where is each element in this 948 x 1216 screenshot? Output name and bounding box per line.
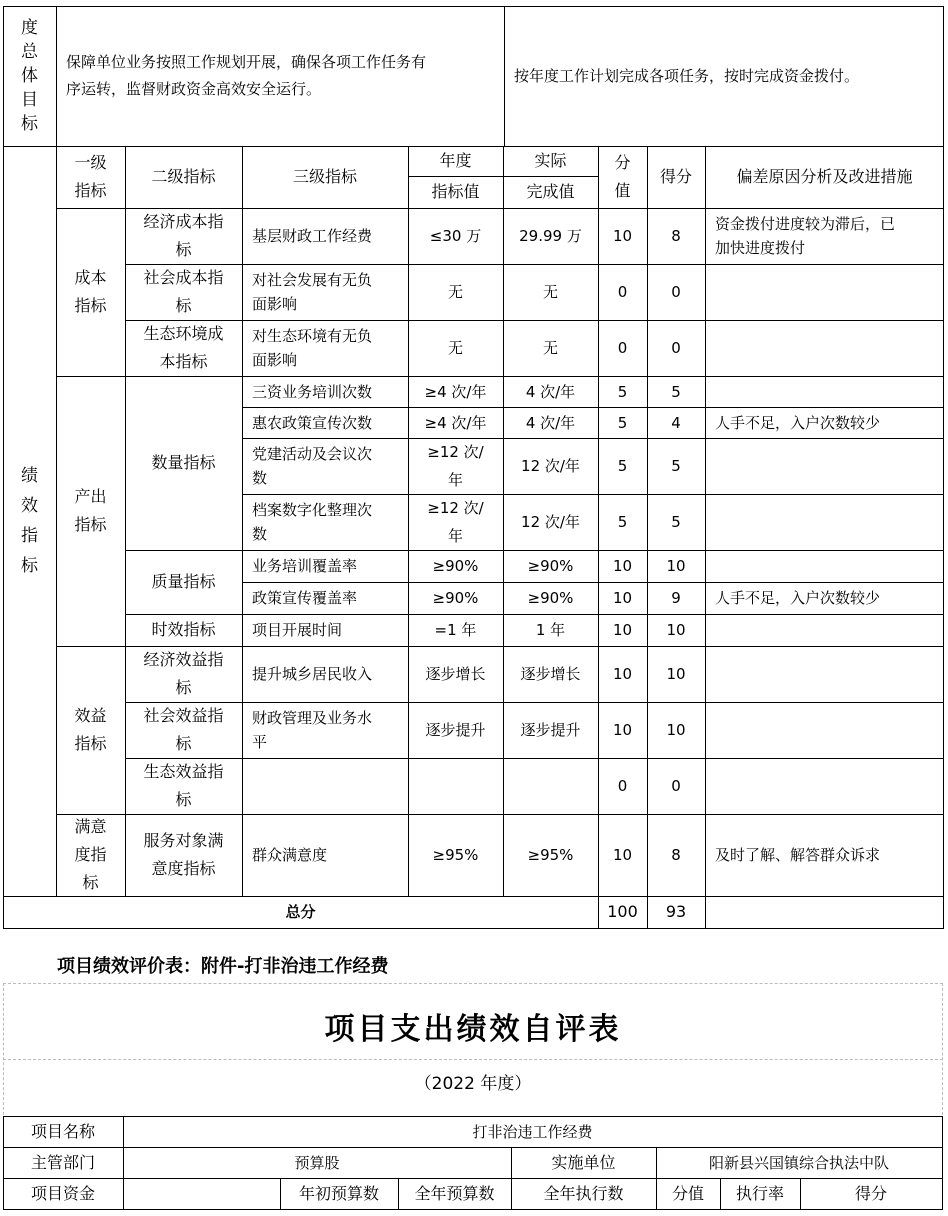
row-reason: 人手不足，入户次数较少 — [715, 413, 881, 432]
row-score: 5 — [617, 382, 628, 401]
row-reason — [705, 702, 944, 758]
row-actual: 4 次/年 — [525, 413, 576, 432]
row-reason: 人手不足，入户次数较少 — [715, 589, 881, 607]
row-reason — [705, 376, 944, 407]
row-target: ≥12 次/ 年 — [427, 443, 484, 489]
row-l3: 项目开展时间 — [252, 621, 343, 639]
col-reason: 偏差原因分析及改进措施 — [736, 167, 913, 186]
row-reason: 及时了解、解答群众诉求 — [715, 846, 881, 864]
annual-budget: 全年预算数 — [414, 1183, 495, 1203]
row-score: 10 — [612, 589, 633, 607]
row-l3: 基层财政工作经费 — [252, 227, 373, 245]
row-got: 8 — [671, 227, 681, 245]
initial-budget: 年初预算数 — [298, 1183, 379, 1203]
row-target: =1 年 — [434, 621, 477, 639]
row-got: 0 — [671, 777, 681, 795]
got-col: 得分 — [854, 1183, 887, 1203]
row-got: 4 — [671, 413, 681, 432]
row-got: 10 — [666, 557, 686, 575]
row-got: 10 — [666, 621, 686, 639]
goal-text-right: 按年度工作计划完成各项任务，按时完成资金拨付。 — [514, 67, 860, 85]
row-actual: 1 年 — [535, 621, 566, 639]
row-got: 9 — [671, 589, 681, 607]
impl-value: 阳新县兴国镇综合执法中队 — [708, 1153, 889, 1172]
row-actual: ≥90% — [527, 589, 574, 607]
row-l3: 惠农政策宣传次数 — [252, 413, 373, 432]
row-target: ≥95% — [432, 846, 479, 864]
project-name: 打非治违工作经费 — [472, 1122, 593, 1141]
row-score: 10 — [612, 721, 633, 739]
row-target: ≥4 次/年 — [424, 382, 487, 401]
goal-header: 度 总 体 目 标 — [21, 18, 38, 134]
row-reason — [705, 758, 944, 814]
row-target: 无 — [447, 339, 463, 357]
row-target: ≥4 次/年 — [424, 413, 487, 432]
row-score: 10 — [612, 846, 633, 864]
fund-label: 项目资金 — [30, 1183, 95, 1203]
row-target — [408, 758, 503, 814]
impl-label: 实施单位 — [551, 1152, 616, 1172]
row-l3: 对生态环境有无负 面影响 — [252, 327, 373, 369]
score-col: 分值 — [671, 1183, 704, 1203]
row-target: ≥90% — [432, 557, 479, 575]
perf-side-label: 绩 效 指 标 — [21, 466, 38, 576]
row-got: 8 — [671, 846, 681, 864]
goal-text-left: 保障单位业务按照工作规划开展，确保各项工作任务有 序运转，监督财政资金高效安全运行。 — [66, 53, 427, 98]
row-got: 5 — [671, 382, 681, 401]
row-target: ≥90% — [432, 589, 479, 607]
level2-quantity: 数量指标 — [151, 453, 216, 472]
row-score: 10 — [612, 665, 633, 683]
row-actual: ≥90% — [527, 557, 574, 575]
row-actual — [503, 758, 598, 814]
level1-cost: 成本 指标 — [74, 268, 107, 315]
row-l3: 党建活动及会议次 数 — [252, 445, 373, 487]
col-level3: 三级指标 — [292, 167, 357, 186]
row-actual: 12 次/年 — [521, 513, 580, 531]
level1-output: 产出 指标 — [74, 487, 107, 534]
row-got: 10 — [666, 665, 686, 683]
col-level1: 一级 指标 — [74, 153, 107, 200]
row-reason: 资金拨付进度较为滞后，已 加快进度拨付 — [715, 215, 896, 257]
row-score: 10 — [612, 621, 633, 639]
total-score: 100 — [607, 902, 638, 921]
total-label: 总分 — [285, 903, 316, 921]
level2-social-cost: 社会成本指 标 — [143, 268, 224, 315]
row-actual: 29.99 万 — [519, 227, 582, 245]
level2-timeliness: 时效指标 — [151, 620, 216, 639]
row-score: 0 — [617, 777, 628, 795]
row-l3: 提升城乡居民收入 — [252, 665, 373, 683]
row-actual: 无 — [542, 339, 558, 357]
annual-exec: 全年执行数 — [543, 1183, 624, 1203]
row-l3: 对社会发展有无负 面影响 — [252, 271, 373, 313]
row-score: 0 — [617, 339, 628, 357]
row-target: ≤30 万 — [429, 227, 482, 245]
row-reason — [705, 320, 944, 376]
level2-economic-cost: 经济成本指 标 — [143, 212, 224, 259]
row-got: 0 — [671, 283, 681, 301]
col-target-top: 年度 — [439, 151, 472, 170]
row-reason — [705, 264, 944, 320]
col-got: 得分 — [659, 167, 692, 186]
row-l3 — [242, 758, 408, 814]
col-actual-bottom: 完成值 — [526, 182, 575, 201]
row-reason — [705, 494, 944, 550]
level1-benefit: 效益 指标 — [74, 706, 107, 753]
row-actual: 12 次/年 — [521, 457, 580, 475]
row-reason — [705, 438, 944, 494]
col-actual-top: 实际 — [534, 151, 567, 170]
level2-eco-cost: 生态环境成 本指标 — [143, 324, 224, 371]
col-score: 分 值 — [614, 153, 631, 200]
row-reason — [705, 646, 944, 702]
col-target-bottom: 指标值 — [431, 182, 480, 201]
row-l3: 群众满意度 — [252, 846, 328, 864]
row-got: 10 — [666, 721, 686, 739]
row-actual: 无 — [542, 283, 558, 301]
level2-eco-benefit: 生态效益指 标 — [143, 762, 224, 809]
row-actual: 逐步提升 — [520, 721, 581, 739]
level2-quality: 质量指标 — [151, 572, 216, 591]
form-title: 项目支出绩效自评表 — [324, 1012, 622, 1047]
row-l3: 档案数字化整理次 数 — [252, 501, 373, 543]
row-score: 5 — [617, 457, 628, 475]
level2-social-benefit: 社会效益指 标 — [143, 706, 224, 753]
level2-economic-benefit: 经济效益指 标 — [143, 650, 224, 697]
row-l3: 三资业务培训次数 — [252, 382, 373, 401]
row-actual: 逐步增长 — [520, 665, 581, 683]
form-year: （2022 年度） — [414, 1074, 532, 1094]
row-got: 0 — [671, 339, 681, 357]
row-score: 10 — [612, 557, 633, 575]
row-target: 逐步增长 — [425, 665, 486, 683]
row-target: ≥12 次/ 年 — [427, 499, 484, 545]
level2-service-satisfaction: 服务对象满 意度指标 — [143, 831, 224, 878]
project-name-label: 项目名称 — [30, 1121, 95, 1141]
row-got: 5 — [671, 513, 681, 531]
row-l3: 财政管理及业务水 平 — [252, 709, 373, 751]
row-actual: ≥95% — [527, 846, 574, 864]
row-score: 10 — [612, 227, 633, 245]
row-actual: 4 次/年 — [525, 382, 576, 401]
row-reason — [705, 614, 944, 646]
row-score: 5 — [617, 413, 628, 432]
level1-satisfaction: 满意 度指 标 — [74, 817, 107, 892]
row-target: 无 — [447, 283, 463, 301]
row-got: 5 — [671, 457, 681, 475]
row-target: 逐步提升 — [425, 721, 486, 739]
row-l3: 政策宣传覆盖率 — [252, 589, 358, 607]
row-l3: 业务培训覆盖率 — [252, 557, 358, 575]
dept-label: 主管部门 — [30, 1152, 95, 1172]
attachment-heading: 项目绩效评价表：附件-打非治违工作经费 — [57, 956, 389, 977]
row-reason — [705, 550, 944, 582]
total-got: 93 — [665, 902, 687, 921]
row-score: 0 — [617, 283, 628, 301]
row-score: 5 — [617, 513, 628, 531]
dept-value: 预算股 — [294, 1153, 340, 1172]
col-level2: 二级指标 — [151, 167, 216, 186]
exec-rate-col: 执行率 — [735, 1183, 784, 1203]
